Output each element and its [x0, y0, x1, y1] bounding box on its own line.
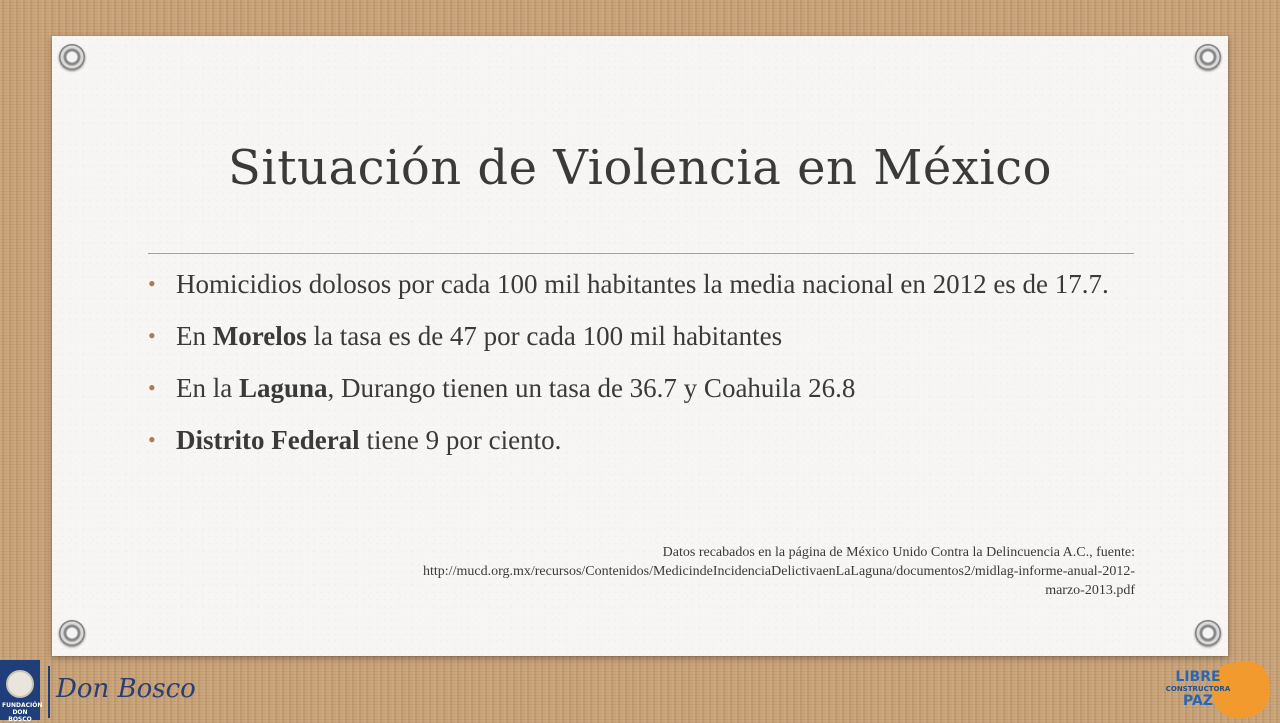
- bullet-text: En: [176, 321, 213, 351]
- bullet-text: En la: [176, 373, 239, 403]
- bullet-item: [148, 370, 1136, 406]
- bullet-icon: •: [148, 375, 156, 400]
- don-bosco-script: Don Bosco: [56, 674, 196, 704]
- bullet-text: , Durango tienen un tasa de 36.7 y Coahuila 26.8: [327, 373, 856, 403]
- logo-divider: [48, 666, 50, 718]
- logo-word-constructora: CONSTRUCTORA: [1165, 685, 1231, 693]
- grommet-icon: [1195, 620, 1221, 646]
- bullet-text: tiene 9 por ciento.: [359, 425, 562, 455]
- title-divider: [148, 253, 1134, 254]
- bullet-text: Homicidios dolosos por cada 100 mil habitantes la media nacional en 2012 es de 17.7.: [176, 269, 1109, 299]
- portrait-icon: [6, 670, 34, 698]
- source-citation: [155, 543, 1135, 600]
- logo-words: [1158, 670, 1238, 708]
- grommet-icon: [59, 620, 85, 646]
- bullet-list: [148, 266, 1136, 474]
- bullet-text: la tasa es de 47 por cada 100 mil habitantes: [306, 321, 783, 351]
- bullet-icon: •: [148, 271, 156, 296]
- source-line: marzo-2013.pdf: [1045, 583, 1135, 598]
- bullet-emphasis: Laguna: [238, 373, 328, 403]
- logo-word-libre: LIBRE: [1175, 669, 1221, 685]
- bullet-emphasis: Morelos: [212, 321, 307, 351]
- bullet-icon: •: [148, 323, 156, 348]
- slide-title: Situación de Violencia en México: [228, 140, 1052, 196]
- bullet-emphasis: Distrito Federal: [176, 425, 360, 455]
- bullet-item: [148, 318, 1136, 354]
- bullet-item: [148, 266, 1136, 302]
- emblem-icon: [0, 660, 43, 723]
- logo-word-paz: PAZ: [1183, 693, 1213, 709]
- bullet-item: [148, 422, 1136, 458]
- libre-constructora-paz-logo: [1150, 660, 1280, 720]
- emblem-caption: FUNDACIÓN DON BOSCO: [2, 702, 43, 723]
- grommet-icon: [59, 44, 85, 70]
- grommet-icon: [1195, 44, 1221, 70]
- bullet-icon: •: [148, 427, 156, 452]
- fundacion-don-bosco-logo: [0, 660, 196, 723]
- source-line: http://mucd.org.mx/recursos/Contenidos/MedicindeIncidenciaDelictivaenLaLaguna/documentos2/midlag-informe-anual-2012-: [423, 564, 1135, 579]
- source-line: Datos recabados en la página de México Unido Contra la Delincuencia A.C., fuente:: [662, 545, 1135, 560]
